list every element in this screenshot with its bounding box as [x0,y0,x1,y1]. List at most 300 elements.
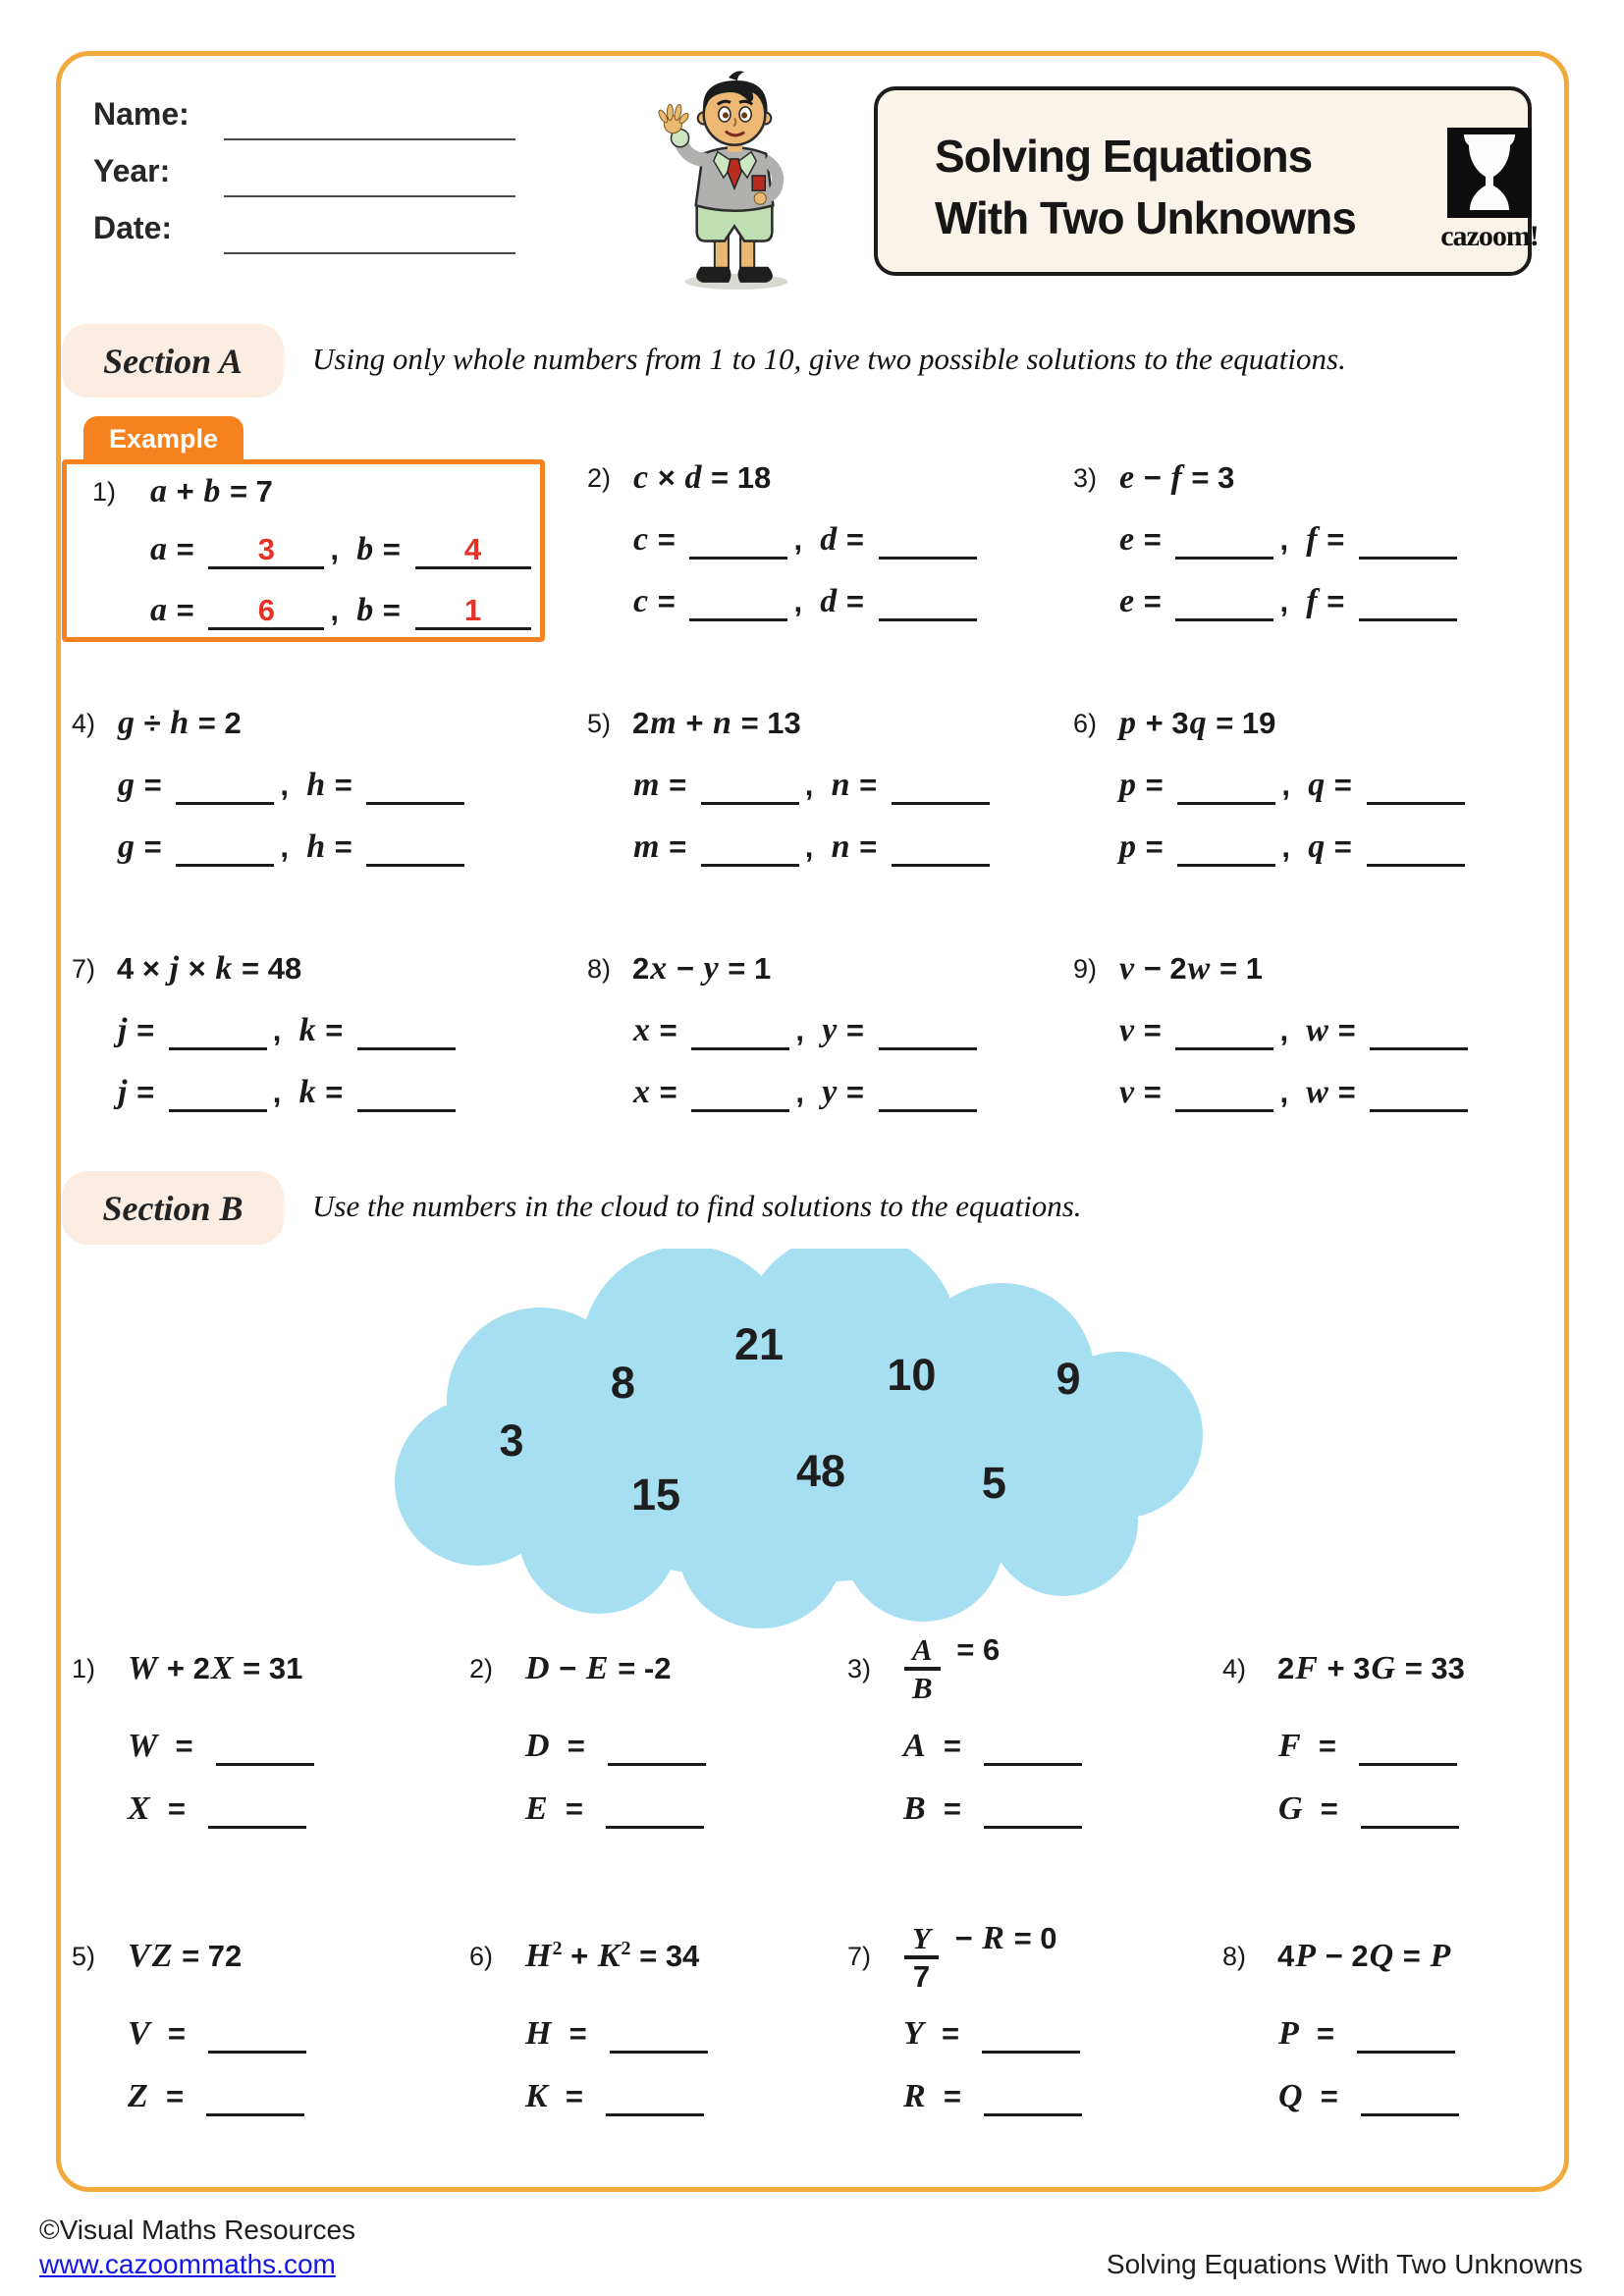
equation-line [72,1645,302,1692]
answer-blank[interactable] [879,1076,977,1112]
answer-row [1118,767,1471,805]
equation-line [72,1933,242,1980]
answer-value [937,768,946,802]
answer-blank[interactable] [689,523,787,560]
cloud-number: 21 [733,1319,785,1369]
equation-variable: F [1295,1650,1318,1686]
answer-row [117,1074,461,1112]
answer-blank[interactable] [357,1014,456,1050]
answer-value [736,1013,745,1047]
equation-operator: + 3 [1137,706,1189,740]
answer-blank[interactable] [1361,2080,1459,2116]
answer-blank[interactable] [1357,2017,1455,2054]
answer-variable: q [1308,767,1326,803]
equation-operator: = 6 [947,1632,1001,1667]
question-number: 1) [92,476,117,507]
answer-variable: F [1278,1728,1301,1764]
equation-operator: = [1394,1939,1430,1973]
answer-variable: G [1278,1790,1303,1827]
answer-operator: = [926,1729,979,1763]
answer-value [403,1013,411,1047]
footer-worksheet-title: Solving Equations With Two Unknowns [1106,2249,1583,2279]
answer-row [117,767,470,805]
answer-operator: = [838,1013,873,1047]
equation-variable: g [118,705,135,741]
cloud-number: 10 [887,1350,937,1401]
cloud-number: 5 [981,1458,1006,1509]
answer-blank[interactable] [1359,585,1457,621]
example-equation-line [92,468,532,515]
answer-operator: , [795,1075,822,1109]
answer-value [253,1791,262,1826]
answer-value [1404,1729,1413,1763]
question-number: 5) [587,708,612,738]
question-number: 4) [72,708,96,738]
answer-row [632,1074,983,1112]
equation-line [587,945,771,992]
equation-operator: − [946,1920,982,1955]
date-input-line[interactable] [224,252,515,254]
answer-operator: = [168,532,203,566]
answer-blank[interactable] [1370,1076,1468,1112]
answer-variable: y [822,1012,838,1048]
equation-variable: D [525,1650,550,1686]
answer-row [632,767,996,805]
equation-operator: = 34 [630,1939,700,1973]
equation-operator: = 33 [1396,1651,1465,1685]
answer-variable: x [633,1012,650,1048]
equation-variable: j [169,950,180,987]
question-number: 7) [72,953,96,984]
answer-blank[interactable] [216,1730,314,1766]
answer-blank[interactable] [984,1730,1082,1766]
answer-operator: = [150,2016,203,2051]
answer-operator: = [1135,522,1170,557]
answer-variable: g [118,767,135,803]
answer-blank[interactable] [1361,1792,1459,1829]
answer-operator: = [1299,2016,1352,2051]
answer-blank[interactable] [366,769,464,805]
answer-operator: = [1135,1075,1170,1109]
question-number: 5) [72,1941,96,1971]
answer-operator: = [135,768,171,802]
answer-row [1118,1074,1474,1112]
number-cloud [388,1249,1213,1633]
answer-operator: = [838,522,873,557]
answer-value [651,1791,660,1826]
equation [117,950,301,988]
answer-operator: , [280,829,306,864]
answer-operator: = [374,532,409,566]
answer-variable: Z [128,2078,148,2114]
answer-value [651,2079,660,2113]
answer-blank[interactable] [208,1792,306,1829]
example-answer-row [149,531,537,569]
equation-exponent: 2 [621,1938,631,1959]
equation-operator: − [550,1651,585,1685]
equation-operator: = 0 [1004,1920,1057,1955]
answer-operator: = [548,2079,601,2113]
equation-line [72,945,301,992]
equation-operator: 4 [1277,1939,1295,1973]
equation-variable: q [1189,705,1207,741]
answer-blank[interactable] [892,769,990,805]
example-equation [149,473,273,510]
answer-blank[interactable] [1177,769,1275,805]
answer-row [524,2015,714,2054]
answer-row [632,583,983,621]
equation-variable: Q [1369,1938,1394,1974]
answer-operator: = [651,1075,686,1109]
answer-blank[interactable] [701,769,799,805]
answer-variable: c [633,583,649,619]
question-number: 3) [847,1653,872,1683]
answer-row [117,1012,461,1050]
answer-row [1277,1728,1463,1766]
equation [1118,459,1234,497]
answer-operator: = [1328,1013,1365,1047]
answer-value [411,768,420,802]
answer-blank[interactable] [1359,523,1457,560]
answer-blank[interactable] [415,594,531,630]
answer-row [117,828,470,867]
answer-operator: = [326,768,361,802]
section-b-question-3 [847,1632,1001,1827]
answer-blank[interactable] [208,594,324,630]
answer-value [1406,2079,1415,2113]
answer-blank[interactable] [1367,769,1465,805]
equation [524,1938,699,1975]
answer-blank[interactable] [691,1014,789,1050]
answer-operator: = [926,2079,979,2113]
answer-operator: , [804,768,831,802]
equation-operator: = 31 [234,1651,303,1685]
equation-variable: X [210,1650,234,1686]
answer-value [213,1013,222,1047]
answer-value: 6 [257,593,275,627]
answer-blank[interactable] [608,1730,706,1766]
answer-blank[interactable] [1175,1014,1273,1050]
equation-line [847,1919,1057,1994]
answer-blank[interactable] [169,1076,267,1112]
equation-line [1073,700,1275,747]
answer-variable: v [1119,1012,1135,1048]
answer-row [524,1728,712,1766]
equation-fraction [904,1632,941,1705]
equation-fraction [904,1921,939,1994]
equation-operator: 4 × [117,951,169,986]
equation [632,950,771,988]
section-a-question-8 [587,945,873,1110]
equation-variable: K [597,1938,621,1974]
answer-variable: e [1119,521,1135,558]
answer-operator: = [1137,768,1172,802]
answer-operator: , [804,829,831,864]
equation-variable: n [713,705,731,741]
example-tab: Example [83,416,244,461]
worksheet-title-box [874,86,1539,276]
question-number: 2) [469,1653,494,1683]
answer-operator: = [649,522,684,557]
answer-blank[interactable] [176,830,274,867]
answer-row [1277,2015,1461,2054]
section-a-instruction: Using only whole numbers from 1 to 10, give two possible solutions to the equations. [312,342,1346,376]
answer-variable: V [128,2015,150,2052]
answer-value [221,829,230,864]
answer-variable: x [633,1074,650,1110]
cloud-number: 3 [499,1415,524,1466]
answer-blank[interactable] [1359,1730,1457,1766]
equation-variable: k [215,950,233,987]
answer-variable: j [118,1012,128,1048]
equation [632,459,771,497]
answer-blank[interactable] [982,2017,1080,2054]
answer-row [127,2015,312,2054]
equation-operator: − 2 [1317,1939,1369,1973]
answer-variable: a [150,531,167,567]
answer-blank[interactable] [606,2080,704,2116]
answer-variable: Q [1278,2078,1303,2114]
equation-operator: = 7 [221,474,273,508]
answer-operator: = [1135,1013,1170,1047]
equation [127,1650,302,1687]
answer-value [1411,768,1420,802]
answer-value [1029,1791,1038,1826]
equation [1118,705,1275,742]
equation-variable: b [203,473,221,509]
answer-operator: = [924,2016,977,2051]
answer-blank[interactable] [892,830,990,867]
answer-blank[interactable] [610,2017,708,2054]
cloud-number: 48 [795,1446,846,1497]
section-b-instruction: Use the numbers in the cloud to find solutions to the equations. [312,1189,1082,1223]
answer-operator: = [1328,1075,1365,1109]
answer-operator: , [795,1013,822,1047]
year-input-line[interactable] [224,195,515,197]
answer-blank[interactable] [879,1014,977,1050]
answer-value [923,584,932,618]
question-number: 9) [1073,953,1098,984]
section-b-question-8 [1222,1933,1451,2114]
answer-variable: W [128,1728,158,1764]
answer-blank[interactable] [1370,1014,1468,1050]
answer-variable: K [525,2078,548,2114]
equation-exponent: 2 [552,1938,563,1959]
answer-value [653,1729,662,1763]
answer-variable: n [831,767,850,803]
equation [1277,1938,1451,1975]
answer-variable: f [1306,521,1318,558]
equation-operator: = 13 [731,706,801,740]
section-b-question-7 [847,1919,1057,2114]
section-a-question-7 [72,945,352,1110]
answer-blank[interactable] [176,769,274,805]
answer-operator: = [128,1075,163,1109]
answer-value [1027,2016,1036,2051]
equation-variable: Z [151,1938,173,1974]
equation-operator: = 72 [173,1939,243,1973]
answer-operator: , [272,1075,298,1109]
answer-operator: , [1279,1013,1306,1047]
answer-value [1404,584,1413,618]
answer-value [1415,1075,1424,1109]
answer-operator: = [550,1729,603,1763]
example-box [62,459,545,642]
answer-row [632,1012,983,1050]
answer-operator: = [1318,522,1353,557]
answer-value [736,1075,745,1109]
answer-blank[interactable] [701,830,799,867]
answer-operator: = [158,1729,210,1763]
answer-operator: = [850,829,886,864]
answer-operator: = [1326,768,1361,802]
question-number: 4) [1222,1653,1247,1683]
answer-value [655,2016,664,2051]
answer-value [745,829,754,864]
answer-row [1118,521,1463,560]
answer-blank[interactable] [1175,523,1273,560]
cloud-number: 9 [1056,1354,1081,1405]
equation-line [1222,1933,1451,1980]
answer-blank[interactable] [1367,830,1465,867]
student-boy-illustration [624,63,840,291]
answer-row [1277,2078,1465,2116]
section-a-question-3 [1073,454,1353,619]
equation-line [1073,454,1234,502]
answer-blank[interactable] [208,2017,306,2054]
answer-operator: = [552,2016,605,2051]
answer-variable: h [306,767,326,803]
section-b-question-4 [1222,1645,1465,1827]
answer-operator: = [838,1075,873,1109]
answer-operator: = [926,1791,979,1826]
equation-variable: d [684,459,702,496]
answer-value [1220,522,1229,557]
answer-blank[interactable] [984,1792,1082,1829]
question-number: 8) [1222,1941,1247,1971]
answer-variable: k [298,1012,316,1048]
fraction-denominator: B [912,1671,933,1705]
equation-variable: E [585,1650,609,1686]
answer-value [1404,522,1413,557]
cazoom-logo-text: cazoom! [1440,220,1539,252]
answer-operator: = [168,593,203,627]
answer-blank[interactable] [1175,585,1273,621]
equation-variable: R [982,1919,1004,1956]
answer-row [902,1728,1088,1766]
section-b-label: Section B [62,1171,284,1245]
question-number: 7) [847,1941,872,1971]
equation-operator: + 3 [1318,1651,1371,1685]
equation-variable: y [703,950,719,987]
answer-blank[interactable] [691,1076,789,1112]
answer-row [1277,1790,1465,1829]
answer-blank[interactable] [879,523,977,560]
equation-variable: h [170,705,189,741]
answer-variable: m [633,767,660,803]
section-a-question-5 [587,700,886,865]
answer-blank[interactable] [1177,830,1275,867]
answer-value: 4 [463,532,482,566]
answer-operator: = [1135,584,1170,618]
answer-blank[interactable] [366,830,464,867]
cazoom-goblet-icon [1447,128,1532,218]
answer-operator: = [316,1075,352,1109]
answer-blank[interactable] [879,585,977,621]
cazoommaths-link[interactable]: www.cazoommaths.com [39,2249,336,2279]
footer-copyright: ©Visual Maths Resources [39,2215,356,2245]
equation-variable: x [650,950,668,987]
fraction-denominator: 7 [912,1958,931,1994]
answer-blank[interactable] [208,533,324,569]
answer-operator: = [1303,2079,1356,2113]
title-line-2: With Two Unknowns [935,192,1356,243]
answer-value [1029,2079,1038,2113]
answer-variable: d [820,521,838,558]
answer-blank[interactable] [606,1792,704,1829]
answer-value [923,1075,932,1109]
answer-blank[interactable] [984,2080,1082,2116]
answer-blank[interactable] [415,533,531,569]
answer-operator: = [326,829,361,864]
footer-link-wrap [39,2249,336,2280]
equation-operator: 2 [632,706,650,740]
answer-blank[interactable] [1175,1076,1273,1112]
answer-operator: = [374,593,409,627]
answer-operator: = [651,1013,686,1047]
answer-operator: = [148,2079,201,2113]
equation-variable: W [128,1650,158,1686]
section-b-question-1 [72,1645,303,1827]
name-input-line[interactable] [224,138,515,140]
answer-value [1411,829,1420,864]
answer-row [632,521,983,560]
equation-variable: v [1119,950,1135,987]
answer-operator: = [1326,829,1361,864]
answer-variable: n [831,828,850,865]
answer-variable: d [820,583,838,619]
section-a-question-6 [1073,700,1361,865]
equation-operator: − 2 [1135,951,1187,986]
answer-operator: = [660,768,695,802]
equation-variable: G [1371,1650,1396,1686]
answer-variable: D [525,1728,550,1764]
answer-value [1406,1791,1415,1826]
answer-operator: , [1279,522,1306,557]
answer-value [1220,584,1229,618]
equation-variable: V [128,1938,150,1974]
equation-operator: = 18 [702,460,772,495]
equation-variable: P [1430,1938,1451,1974]
question-number: 6) [1073,708,1098,738]
equation-line [1222,1645,1465,1692]
answer-operator: = [649,584,684,618]
answer-row [902,1790,1088,1829]
answer-value [1029,1729,1038,1763]
answer-value [411,829,420,864]
answer-blank[interactable] [689,585,787,621]
answer-operator: , [272,1013,298,1047]
answer-operator: = [316,1013,352,1047]
answer-variable: v [1119,1074,1135,1110]
equation-operator: = 1 [719,951,772,986]
answer-blank[interactable] [206,2080,304,2116]
answer-blank[interactable] [357,1076,456,1112]
answer-row [127,1790,312,1829]
equation-line [1073,945,1263,992]
answer-variable: R [903,2078,926,2114]
answer-blank[interactable] [169,1014,267,1050]
